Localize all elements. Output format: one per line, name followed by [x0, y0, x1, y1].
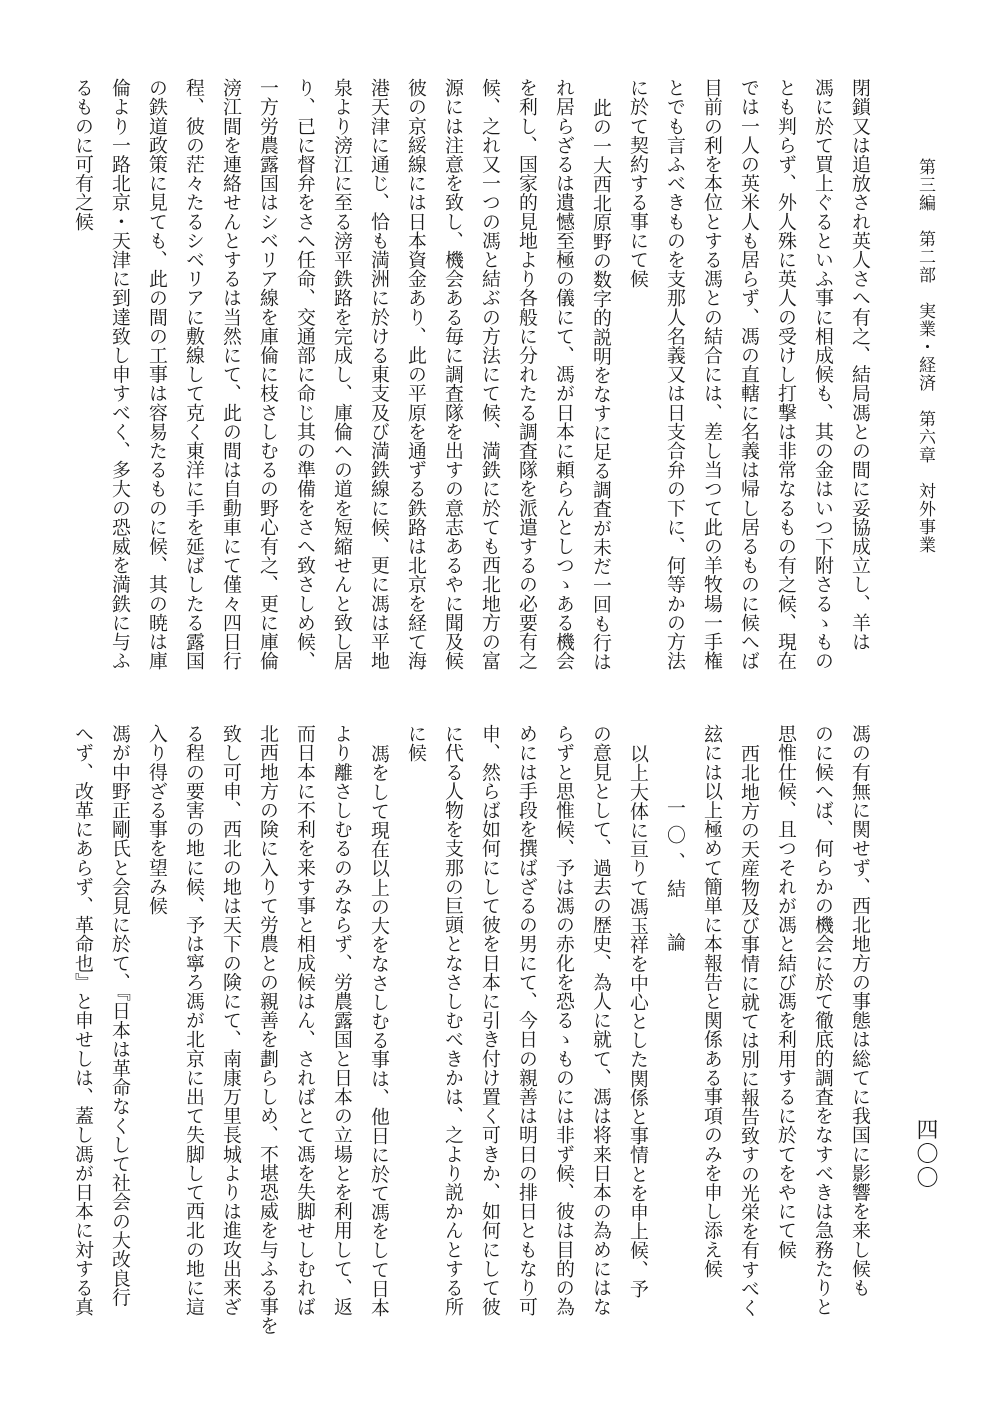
text-line: 目前の利を本位とする馮との結合には、差し当つて此の羊牧場一手権 — [701, 78, 723, 671]
text-line: り、已に督弁をさへ任命、交通部に命じ其の準備をさへ致さしめ候、 — [294, 78, 316, 671]
text-line: 思惟仕候、且つそれが馮と結び馮を利用するに於てをやにて候 — [775, 724, 797, 1259]
text-line: 此の一大西北原野の数字的説明をなすに足る調査が未だ一回も行は — [590, 98, 612, 671]
page-number: 四〇〇 — [913, 1118, 938, 1190]
text-line: 西北地方の天産物及び事情に就ては別に報告致すの光栄を有すべく — [738, 744, 760, 1317]
text-line: 致し可申、西北の地は天下の険にて、南康万里長城よりは進攻出来ざ — [220, 724, 242, 1317]
text-line: 源には注意を致し、機会ある毎に調査隊を出すの意志あるやに聞及候 — [442, 78, 464, 671]
text-line: を利し、国家的見地より各般に分れたる調査隊を派遣するの必要有之 — [516, 78, 538, 671]
text-line: 而日本に不利を来す事と相成候はん、さればとて馮を失脚せしむれば — [294, 724, 316, 1317]
text-line: 入り得ざる事を望み候 — [146, 724, 168, 915]
text-line: めには手段を撰ばざるの男にて、今日の親善は明日の排日ともなり可 — [516, 724, 538, 1317]
text-line: らずと思惟候、予は馮の赤化を恐るゝものには非ず候、彼は目的の為 — [553, 724, 575, 1317]
text-line: では一人の英米人も居らず、馮の直轄に名義は帰し居るものに候へば — [738, 78, 760, 671]
text-line: 滂江間を連絡せんとするは当然にて、此の間は自動車にて僅々四日行 — [220, 78, 242, 671]
text-line: 馮をして現在以上の大をなさしむる事は、他日に於て馮をして日本 — [368, 744, 390, 1317]
lower-text-block — [72, 724, 878, 1336]
text-line: に於て契約する事にて候 — [627, 78, 649, 289]
text-line: とでも言ふべきものを支那人名義又は日支合弁の下に、何等かの方法 — [664, 78, 686, 671]
text-line: の鉄道政策に見ても、此の間の工事は容易たるものに候、其の暁は庫 — [146, 78, 168, 671]
text-line: れ居らざるは遺憾至極の儀にて、馮が日本に頼らんとしつゝある機会 — [553, 78, 575, 671]
text-line: 北西地方の険に入りて労農との親善を劃らしめ、不堪恐威を与ふる事を — [257, 724, 279, 1336]
text-line: るものに可有之候 — [72, 78, 94, 231]
text-line: より離さしむるのみならず、労農露国と日本の立場とを利用して、返 — [331, 724, 353, 1317]
section-heading: 一〇、結 論 — [664, 798, 686, 960]
text-line: 以上大体に亘りて馮玉祥を中心とした関係と事情とを申上候、予 — [627, 744, 649, 1298]
text-line: 申、然らば如何にして彼を日本に引き付け置く可きか、如何にして彼 — [479, 724, 501, 1317]
running-header: 第三編 第二部 実業・経済 第六章 対外事業 — [915, 158, 935, 554]
text-line: へず、改革にあらず、革命也』と申せしは、蓋し馮が日本に対する真 — [72, 724, 94, 1317]
text-line: 泉より滂江に至る滂平鉄路を完成し、庫倫への道を短縮せんと致し居 — [331, 78, 353, 671]
text-line: のに候へば、何らかの機会に於て徹底的調査をなすべきは急務たりと — [812, 724, 834, 1317]
text-line: 倫より一路北京・天津に到達致し申すべく、多大の恐威を満鉄に与ふ — [109, 78, 131, 671]
text-line: に候 — [405, 724, 427, 763]
text-line: 一方労農露国はシベリア線を庫倫に枝さしむるの野心有之、更に庫倫 — [257, 78, 279, 671]
text-line: 候、之れ又一つの馮と結ぶの方法にて候、満鉄に於ても西北地方の富 — [479, 78, 501, 671]
text-line: 馮の有無に関せず、西北地方の事態は総てに我国に影響を来し候も — [849, 724, 871, 1297]
text-line: 港天津に通じ、恰も満洲に於ける東支及び満鉄線に候、更に馮は平地 — [368, 78, 390, 671]
text-line: 玆には以上極めて簡単に本報告と関係ある事項のみを申し添え候 — [701, 724, 723, 1278]
upper-text-block — [72, 78, 878, 671]
text-line: 馮に於て買上ぐるといふ事に相成候も、其の金はいつ下附さるゝもの — [812, 78, 834, 671]
text-line: とも判らず、外人殊に英人の受けし打撃は非常なるもの有之候、現在 — [775, 78, 797, 671]
text-line: に代る人物を支那の巨頭となさしむべきかは、之より説かんとする所 — [442, 724, 464, 1317]
text-line: 程、彼の茫々たるシベリアに敷線して克く東洋に手を延ばしたる露国 — [183, 78, 205, 671]
text-line: の意見として、過去の歴史、為人に就て、馮は将来日本の為めにはな — [590, 724, 612, 1317]
text-line: 彼の京綏線には日本資金あり、此の平原を通ずる鉄路は北京を経て海 — [405, 78, 427, 671]
text-line: る程の要害の地に候、予は寧ろ馮が北京に出て失脚して西北の地に這 — [183, 724, 205, 1317]
text-line: 閉鎖又は追放され英人さへ有之、結局馮との間に妥協成立し、羊は — [849, 78, 871, 651]
text-line: 馮が中野正剛氏と会見に於て、『日本は革命なくして社会の大改良行 — [109, 724, 131, 1307]
